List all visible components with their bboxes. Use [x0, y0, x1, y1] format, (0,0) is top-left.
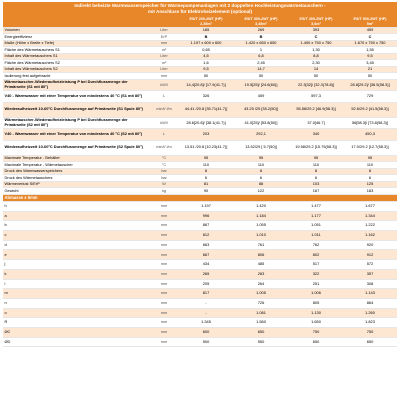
spec-row: [3, 231, 397, 241]
row-label: R: [3, 318, 149, 328]
row-value: 1.677: [343, 202, 397, 212]
row-value: 996: [179, 211, 233, 221]
row-value: 1.055: [233, 221, 289, 231]
row-unit: kW/l: [149, 79, 179, 91]
row-unit: mm: [149, 40, 179, 47]
row-value: 52.6/29.2 [41.5(58.3)]: [343, 102, 397, 117]
row-value: 6: [343, 175, 397, 182]
row-label: m: [3, 289, 149, 299]
row-value: 726: [233, 298, 289, 308]
row-label: Wiederaufheizzeit 10-60°C Durchflussmenge auf Primärseite (S1 Spule 80°): [3, 102, 149, 117]
row-label: ØD: [3, 337, 149, 347]
row-label: V40 - Warmwasser mit einer Temperatur von mindestens 40 °C (S2 mit 80°): [3, 129, 149, 141]
row-label: Maximale Temperatur - Wärmetauscher: [3, 162, 149, 169]
model-area: 3,6m²: [311, 21, 321, 26]
row-label: b: [3, 221, 149, 231]
row-value: 1.420 x 650 x 650: [233, 40, 289, 47]
row-value: 597,3: [289, 91, 343, 103]
row-value: 6: [289, 175, 343, 182]
row-value: 37.0[46.7]: [289, 117, 343, 129]
row-unit: W: [149, 181, 179, 188]
row-value: 110: [233, 162, 289, 169]
row-value: 28.6[20.8]/ [38.1(41.7)]: [179, 117, 233, 129]
row-value: 28.8[29.2]/ [36.5(58.3)]: [343, 79, 397, 91]
header-blank: [3, 16, 149, 27]
model-name: ES/T 300-2WT (HP): [244, 16, 278, 21]
row-unit: bar: [149, 168, 179, 175]
row-unit: kW/l: [149, 117, 179, 129]
row-value: 1.081: [233, 308, 289, 318]
row-value: 867: [179, 221, 233, 231]
row-value: 22.3[32]/ [32.3(78.8)]: [289, 79, 343, 91]
row-value: 1,55: [343, 47, 397, 54]
row-value: 283: [233, 269, 289, 279]
row-value: 1.184: [233, 211, 289, 221]
row-label: Inhalt des Wärmetauschers S1: [3, 53, 149, 60]
row-value: 8,8: [289, 53, 343, 60]
row-label: j: [3, 260, 149, 270]
row-value: 50: [289, 73, 343, 80]
row-value: 802: [289, 250, 343, 260]
spec-row: [3, 240, 397, 250]
row-unit: L: [149, 91, 179, 103]
row-value: 750: [343, 327, 397, 337]
row-value: 1.222: [343, 221, 397, 231]
row-label: h: [3, 202, 149, 212]
dimensions-title: Abmasse ± 5mm: [3, 194, 397, 201]
row-value: 19.58/29.2 [15.75(58.3)]: [289, 140, 343, 155]
row-value: 14,7: [233, 66, 289, 73]
spec-row: [3, 337, 397, 347]
row-label: Fläche des Wärmetauschers S2: [3, 60, 149, 67]
row-value: 864: [343, 298, 397, 308]
row-value: 103: [289, 181, 343, 188]
row-value: 459: [343, 27, 397, 34]
row-value: 95: [233, 155, 289, 162]
row-value: 110: [289, 162, 343, 169]
row-value: 663: [179, 240, 233, 250]
row-value: 650: [289, 337, 343, 347]
spec-row: [3, 250, 397, 260]
row-value: 8: [289, 168, 343, 175]
row-value: 56[58.3]/ [73.8(58.3)]: [343, 117, 397, 129]
spec-row: [3, 211, 397, 221]
column-header-row: [3, 16, 397, 27]
row-value: 55.58/29.2 [46.9(58.3)]: [289, 102, 343, 117]
row-value: 1.011: [289, 231, 343, 241]
row-unit: mm: [149, 298, 179, 308]
row-value: 450,3: [343, 129, 397, 141]
row-unit: min/l/ l/m: [149, 102, 179, 117]
row-label: Wiederaufheizzeit 10-60°C Durchflussmenge auf Primärseite (S2 Spule 80°): [3, 140, 149, 155]
column-header: [233, 16, 289, 27]
row-label: Volumen: [3, 27, 149, 34]
row-label: Wärmetauscher-Wiederaufheizleistung P bei Durchflussmenge der Primärseite (S2 mit 80°): [3, 117, 149, 129]
row-value: 1.345: [179, 318, 233, 328]
row-value: 912: [343, 250, 397, 260]
row-unit: min/l/ l/m: [149, 140, 179, 155]
row-value: 183: [343, 188, 397, 195]
header-blank-unit: [149, 16, 179, 27]
row-label: o: [3, 308, 149, 318]
row-value: 326: [179, 91, 233, 103]
row-unit: mm: [149, 289, 179, 299]
row-unit: kg: [149, 188, 179, 195]
row-value: 3,45: [343, 60, 397, 67]
row-value: 1: [233, 47, 289, 54]
model-name: ES/T 400-2WT (HP): [299, 16, 333, 21]
row-value: 167: [289, 188, 343, 195]
row-value: 1.197: [179, 202, 233, 212]
spec-row: [3, 327, 397, 337]
row-unit: mm: [149, 260, 179, 270]
row-value: 2,45: [233, 60, 289, 67]
row-label: Maße (Höhe x Breite x Tiefe): [3, 40, 149, 47]
row-unit: °C: [149, 155, 179, 162]
row-unit: mm: [149, 327, 179, 337]
row-unit: °C: [149, 162, 179, 169]
spec-row: [3, 140, 397, 155]
row-value: 9,5: [179, 66, 233, 73]
row-value: 572: [343, 260, 397, 270]
row-value: 761: [233, 240, 289, 250]
row-value: 1.177: [289, 211, 343, 221]
row-unit: Liter: [149, 27, 179, 34]
spec-row: [3, 308, 397, 318]
row-value: 1.477: [289, 202, 343, 212]
row-value: 6,8: [233, 53, 289, 60]
row-unit: mm: [149, 269, 179, 279]
row-value: 17.0/29.2 [12.7(58.3)]: [343, 140, 397, 155]
row-value: 1.560: [233, 318, 289, 328]
row-value: 13.52/25 [ 5.7(50)]: [233, 140, 289, 155]
row-label: Gewicht: [3, 188, 149, 195]
spec-row: [3, 289, 397, 299]
row-value: 6: [233, 175, 289, 182]
row-value: 14,4[20.8]/ [17.9(41.7)]: [179, 79, 233, 91]
row-value: 920: [343, 240, 397, 250]
row-label: Isolierung fest aufgebracht: [3, 73, 149, 80]
row-value: 251: [289, 279, 343, 289]
row-value: 340: [289, 129, 343, 141]
spec-row: [3, 202, 397, 212]
row-value: 1.006: [289, 289, 343, 299]
row-value: 43.25 /25 [35.2(50)]: [233, 102, 289, 117]
row-label: Wärmetauscher-Wiederaufheizleistung P bei Durchflussmenge der Primärseite (S1 mit 80°): [3, 79, 149, 91]
row-unit: m²: [149, 60, 179, 67]
row-value: 81: [179, 181, 233, 188]
row-value: 600: [179, 327, 233, 337]
row-value: 393: [289, 27, 343, 34]
row-value: 292,1: [233, 129, 289, 141]
row-unit: mm: [149, 250, 179, 260]
row-value: C: [289, 34, 343, 41]
row-label: Fläche des Wärmetauschers S1: [3, 47, 149, 54]
row-value: 1.130: [289, 308, 343, 318]
spec-row: [3, 79, 397, 91]
row-value: 203: [179, 129, 233, 141]
row-label: d: [3, 240, 149, 250]
row-value: 0,65: [179, 47, 233, 54]
row-value: 517: [289, 260, 343, 270]
row-value: 50: [179, 73, 233, 80]
row-value: 125: [343, 181, 397, 188]
row-value: 729: [343, 91, 397, 103]
row-value: B: [179, 34, 233, 41]
spec-row: [3, 102, 397, 117]
row-value: 1.010: [233, 231, 289, 241]
row-value: 264: [233, 279, 289, 289]
row-value: 2,30: [289, 60, 343, 67]
row-unit: mm: [149, 221, 179, 231]
row-unit: mm: [149, 279, 179, 289]
row-value: C: [343, 34, 397, 41]
row-value: 1.260: [343, 308, 397, 318]
row-value: 357: [343, 269, 397, 279]
row-value: 8: [343, 168, 397, 175]
spec-table: [3, 16, 397, 347]
row-value: 21: [343, 66, 397, 73]
row-label: Energieeffizienz: [3, 34, 149, 41]
row-label: n: [3, 298, 149, 308]
row-unit: mm: [149, 231, 179, 241]
row-unit: mm: [149, 202, 179, 212]
row-value: 1.650: [289, 318, 343, 328]
row-value: 95: [289, 155, 343, 162]
row-unit: mm: [149, 318, 179, 328]
row-value: 1.344: [343, 211, 397, 221]
row-label: l: [3, 279, 149, 289]
row-value: 14: [289, 66, 343, 73]
row-value: 550: [233, 337, 289, 347]
spec-row: [3, 279, 397, 289]
row-value: 812: [179, 231, 233, 241]
row-value: 8: [179, 168, 233, 175]
row-value: 1.162: [343, 231, 397, 241]
column-header: [343, 16, 397, 27]
row-value: 95: [343, 155, 397, 162]
dimensions-section-header: [3, 194, 397, 201]
row-value: 269: [233, 27, 289, 34]
model-name: ES/T 500-2WT (HP): [353, 16, 387, 21]
row-label: c: [3, 231, 149, 241]
row-value: 122: [233, 188, 289, 195]
row-unit: mm: [149, 308, 179, 318]
row-value: 1.051: [289, 221, 343, 231]
row-value: 459: [233, 91, 289, 103]
row-label: k: [3, 269, 149, 279]
row-value: 13.51 /20.8 [10.23(41.7)]: [179, 140, 233, 155]
row-value: -: [179, 298, 233, 308]
row-value: 308: [343, 279, 397, 289]
row-value: 762: [289, 240, 343, 250]
row-value: 44.41 /20.8 [35.71(41.7)]: [179, 102, 233, 117]
row-value: 500: [179, 337, 233, 347]
row-unit: L: [149, 129, 179, 141]
row-label: Maximale Temperatur - Behälter: [3, 155, 149, 162]
row-value: 322: [289, 269, 343, 279]
row-value: 434: [179, 260, 233, 270]
column-header: [289, 16, 343, 27]
row-unit: Liter: [149, 66, 179, 73]
model-name: ES/T 200-2WT (HP): [189, 16, 223, 21]
row-value: 265: [179, 269, 233, 279]
row-unit: bar: [149, 175, 179, 182]
row-value: 50: [233, 73, 289, 80]
model-area: 3,45m²: [255, 21, 267, 26]
spec-row: [3, 269, 397, 279]
row-value: 805: [289, 298, 343, 308]
row-value: 1.670 x 750 x 750: [343, 40, 397, 47]
spec-row: [3, 129, 397, 141]
row-value: 9,5: [343, 53, 397, 60]
header-line-1: Indirekt beheizte Warmwasserspeicher für Wärmepumpenanlagen mit 2 doppelten Hochleistungswärmetauschern -: [74, 3, 326, 8]
row-value: 1.005: [233, 289, 289, 299]
row-unit: mm: [149, 337, 179, 347]
row-value: 41.0[25]/ [53.8(50)]: [233, 117, 289, 129]
spec-row: [3, 298, 397, 308]
spec-row: [3, 117, 397, 129]
row-value: 88: [233, 181, 289, 188]
row-unit: m²: [149, 47, 179, 54]
row-value: 8: [233, 168, 289, 175]
row-value: 1,30: [289, 47, 343, 54]
row-value: 90: [179, 188, 233, 195]
row-value: 185: [179, 27, 233, 34]
row-value: 1.143: [343, 289, 397, 299]
row-value: 6: [179, 175, 233, 182]
row-value: 19.5[25]/ [24.6(60)]: [233, 79, 289, 91]
row-value: 205: [179, 279, 233, 289]
row-label: Druck des Warmwasserspeichers: [3, 168, 149, 175]
row-label: V40 - Warmwasser mit einer Temperatur von mindestens 40 °C (S1 mit 80°): [3, 91, 149, 103]
row-value: 1.400 x 750 x 750: [289, 40, 343, 47]
model-area: 2,35m²: [200, 21, 212, 26]
spec-table-body: [3, 16, 397, 346]
row-value: 95: [179, 155, 233, 162]
row-label: Inhalt des Wärmetauschers S2: [3, 66, 149, 73]
row-unit: mm: [149, 73, 179, 80]
row-value: 750: [289, 327, 343, 337]
model-area: 5m²: [366, 21, 374, 26]
column-header: [179, 16, 233, 27]
row-value: 50: [343, 73, 397, 80]
row-label: Wärmeverlust S/ErP: [3, 181, 149, 188]
row-value: 650: [343, 337, 397, 347]
row-value: 1.420: [233, 202, 289, 212]
row-value: 650: [233, 327, 289, 337]
row-value: B: [233, 34, 289, 41]
row-value: -: [179, 308, 233, 318]
row-value: 1.823: [343, 318, 397, 328]
spec-row: [3, 260, 397, 270]
spec-row: [3, 221, 397, 231]
row-label: ØC: [3, 327, 149, 337]
row-value: 806: [233, 250, 289, 260]
header-line-2: mit Anschluss für Elektroheizelement (optional): [148, 9, 252, 15]
row-unit: mm: [149, 211, 179, 221]
row-label: Druck des Wärmetauschers: [3, 175, 149, 182]
sheet-header: [3, 2, 397, 16]
row-unit: mm: [149, 240, 179, 250]
row-value: 667: [179, 250, 233, 260]
row-label: a: [3, 211, 149, 221]
row-value: 110: [179, 162, 233, 169]
spec-row: [3, 318, 397, 328]
row-value: 4,5: [179, 53, 233, 60]
row-value: 1.197 x 600 x 600: [179, 40, 233, 47]
spec-row: [3, 91, 397, 103]
row-value: 485: [233, 260, 289, 270]
row-value: 1,6: [179, 60, 233, 67]
row-value: 110: [343, 162, 397, 169]
row-unit: Liter: [149, 53, 179, 60]
row-label: e: [3, 250, 149, 260]
row-unit: ErP: [149, 34, 179, 41]
row-value: 817: [179, 289, 233, 299]
